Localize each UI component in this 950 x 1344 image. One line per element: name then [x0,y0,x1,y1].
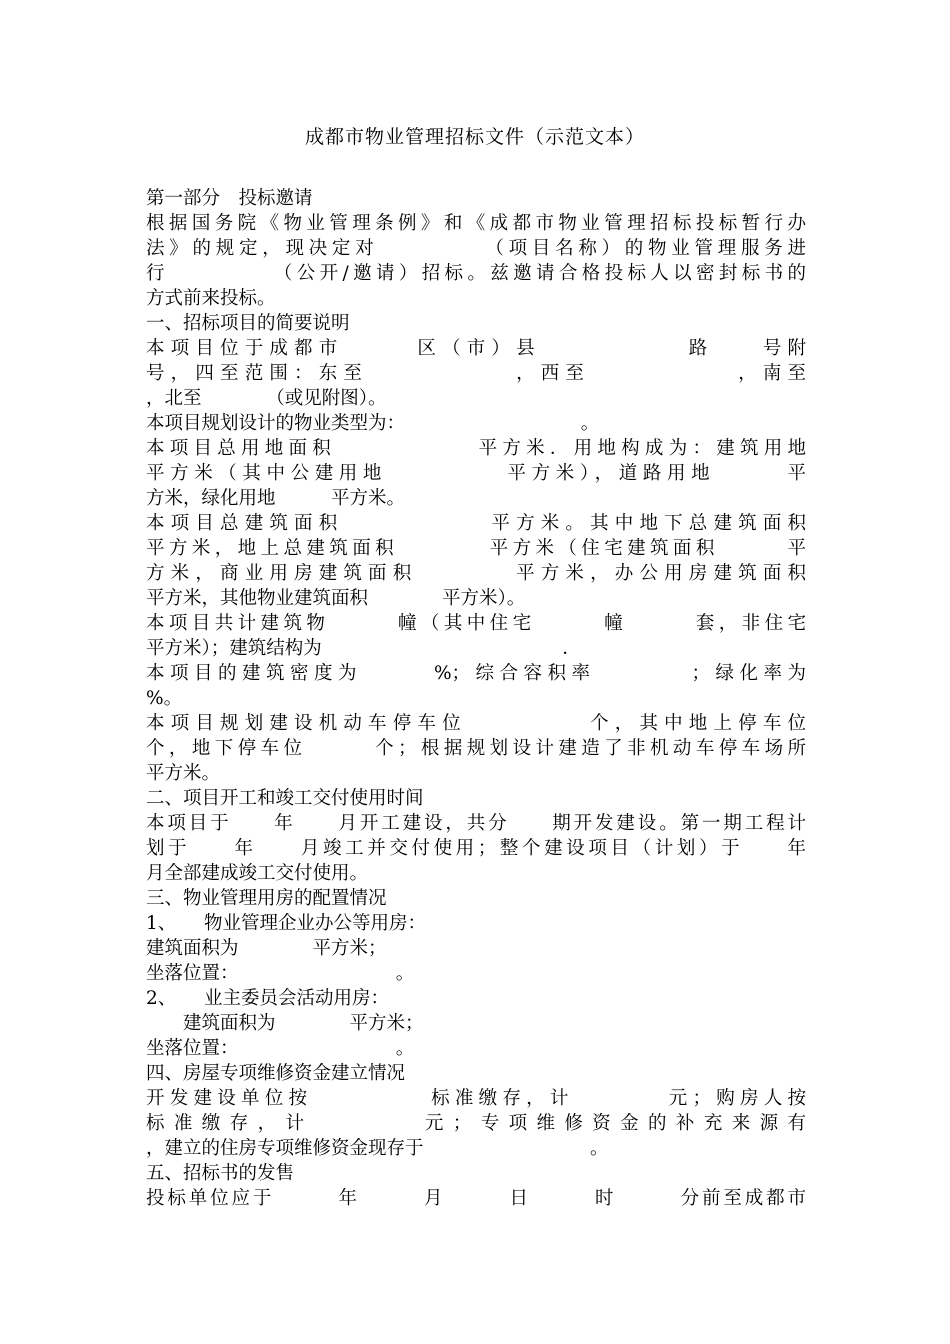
text-line: 平方米，其他物业建筑面积 平方米）。 [146,588,526,609]
text-line: 坐落位置： 。 [146,1038,415,1059]
text-line: 划于 年 月竣工并交付使用；整个建设项目（计划）于 年 [146,838,806,859]
text-line: 方米，商业用房建筑面积 平方米，办公用房建筑面积 [146,563,806,584]
text-line: 根据国务院《物业管理条例》和《成都市物业管理招标投标暂行办 [146,213,806,234]
text-line: 本项目位于成都市 区（市）县 路 号附 [146,338,806,359]
text-line: 开发建设单位按 标准缴存，计 元；购房人按 [146,1088,806,1109]
text-line: 号，四至范围：东至 ，西至 ，南至 [146,363,806,384]
text-line: 平方米，地上总建筑面积 平方米（住宅建筑面积 平 [146,538,806,559]
text-line: ，建立的住房专项维修资金现存于 。 [146,1138,609,1159]
text-line: 平方米（其中公建用地 平方米），道路用地 平 [146,463,806,484]
text-line: %。 [146,688,183,709]
text-line: 一、招标项目的简要说明 [146,313,350,334]
text-line: 1、 物业管理企业办公等用房： [146,913,427,934]
text-line: 2、 业主委员会活动用房： [146,988,390,1009]
text-line: 法》的规定，现决定对 （项目名称）的物业管理服务进 [146,238,806,259]
text-line: ，北至 （或见附图）。 [146,388,387,409]
text-line: 建筑面积为 平方米； [146,938,387,959]
text-line: 行 （公开/邀请）招标。兹邀请合格投标人以密封标书的 [146,263,806,284]
text-line: 平方米）；建筑结构为 ． [146,638,581,659]
text-line: 本项目规划建设机动车停车位 个，其中地上停车位 [146,713,806,734]
text-line: 坐落位置： 。 [146,963,415,984]
text-line: 标准缴存，计 元；专项维修资金的补充来源有 [146,1113,806,1134]
text-line: 月全部建成竣工交付使用。 [146,863,369,884]
text-line: 方式前来投标。 [146,288,276,309]
text-line: 投标单位应于 年 月 日 时 分前至成都市 [146,1188,806,1209]
document-title: 成都市物业管理招标文件（示范文本） [304,126,645,148]
text-line: 四、房屋专项维修资金建立情况 [146,1063,406,1084]
text-line: 个，地下停车位 个；根据规划设计建造了非机动车停车场所 [146,738,806,759]
text-line: 方米，绿化用地 平方米。 [146,488,406,509]
text-line: 本项目规划设计的物业类型为： 。 [146,413,600,434]
text-line: 三、物业管理用房的配置情况 [146,888,387,909]
text-line: 平方米。 [146,763,221,784]
text-line: 本项目于 年 月开工建设，共分 期开发建设。第一期工程计 [146,813,806,834]
text-line: 五、招标书的发售 [146,1163,295,1184]
text-line: 第一部分 投标邀请 [146,188,313,209]
text-line: 本项目的建筑密度为 %；综合容积率 ；绿化率为 [146,663,806,684]
text-line: 本项目总用地面积 平方米．用地构成为：建筑用地 [146,438,806,459]
text-line: 本项目总建筑面积 平方米。其中地下总建筑面积 [146,513,806,534]
text-line: 本项目共计建筑物 幢（其中住宅 幢 套，非住宅 [146,613,806,634]
text-line: 二、项目开工和竣工交付使用时间 [146,788,424,809]
text-line: 建筑面积为 平方米； [146,1013,424,1034]
